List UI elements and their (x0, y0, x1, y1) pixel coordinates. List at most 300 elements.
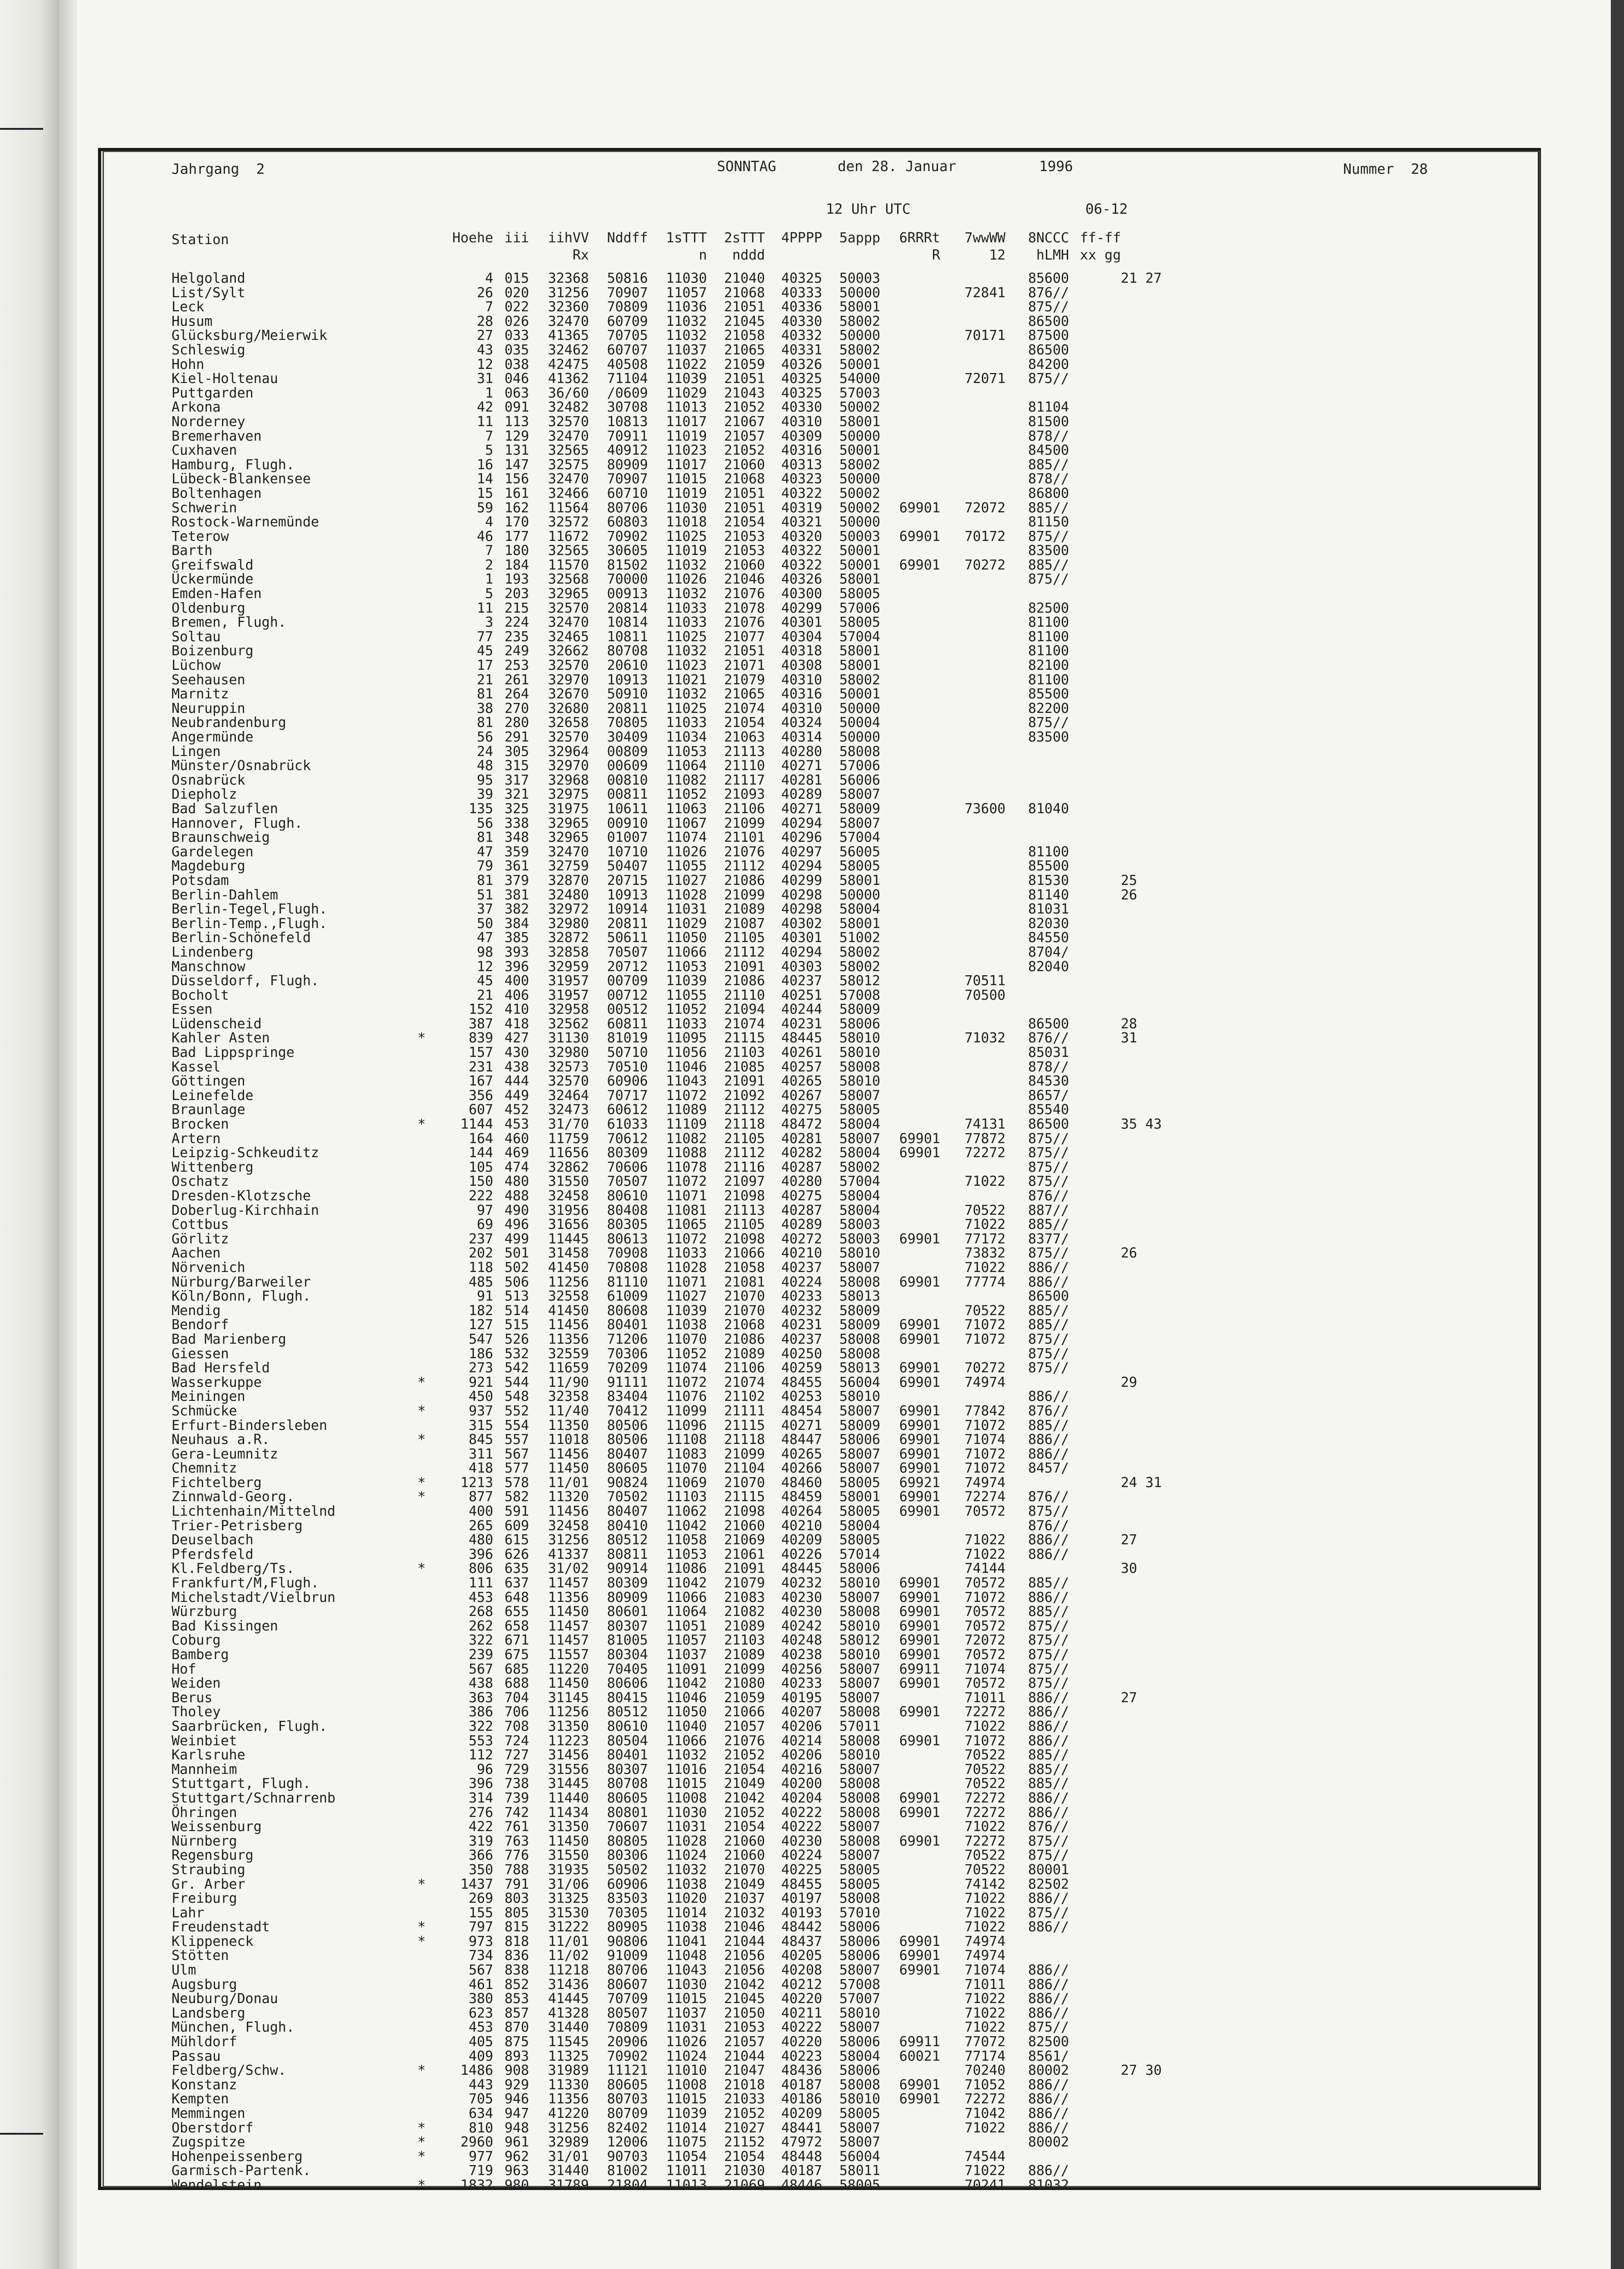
group-5appp: 58010 (839, 1245, 880, 1262)
group-2sttt: 21083 (724, 1589, 765, 1606)
station-name: Barth (172, 543, 213, 559)
group-nddff: 80408 (607, 1202, 648, 1218)
height-value: 105 (468, 1159, 493, 1175)
group-4pppp: 40301 (781, 930, 822, 946)
group-5appp: 58007 (839, 1661, 880, 1677)
group-nddff: 80309 (607, 1575, 648, 1591)
mountain-marker: * (417, 1919, 426, 1935)
group-ihvv: 11672 (548, 528, 589, 545)
group-ihvv: 11320 (548, 1489, 589, 1505)
table-row (59, 415, 1611, 429)
group-5appp: 54000 (839, 371, 880, 387)
group-nddff: 50910 (607, 686, 648, 702)
group-8nccc: 876// (1028, 1188, 1069, 1204)
gust-values: 26 (1121, 887, 1138, 903)
group-ihvv: 32570 (548, 658, 589, 674)
group-2sttt: 21074 (724, 700, 765, 717)
group-6rrrt: 69901 (899, 1460, 940, 1477)
group-5appp: 58008 (839, 1274, 880, 1290)
group-ihvv: 32470 (548, 428, 589, 444)
table-row (59, 931, 1611, 945)
group-nddff: 71206 (607, 1331, 648, 1347)
group-4pppp: 40231 (781, 1317, 822, 1333)
col-nddff: Nddff (607, 230, 648, 246)
table-row (59, 730, 1611, 745)
group-ihvv: 11256 (548, 1274, 589, 1290)
group-ihvv: 31130 (548, 1030, 589, 1046)
table-row (59, 2049, 1611, 2064)
station-name: Seehausen (172, 672, 245, 688)
station-id: 803 (504, 1891, 529, 1907)
group-1sttt: 11089 (666, 1102, 707, 1118)
group-ihvv: 31530 (548, 1905, 589, 1921)
mountain-marker: * (417, 1030, 426, 1046)
group-ihvv: 31975 (548, 801, 589, 817)
group-5appp: 58005 (839, 1532, 880, 1548)
group-7wwww: 70522 (964, 1847, 1006, 1864)
group-4pppp: 40225 (781, 1861, 822, 1878)
station-name: Doberlug-Kirchhain (172, 1202, 319, 1218)
group-4pppp: 40275 (781, 1188, 822, 1204)
group-8nccc: 875// (1028, 1145, 1069, 1161)
station-name: Braunlage (172, 1102, 245, 1118)
group-8nccc: 8561/ (1028, 2048, 1069, 2064)
group-nddff: 80610 (607, 1718, 648, 1734)
group-5appp: 58004 (839, 1188, 880, 1204)
station-name: Lindenberg (172, 944, 254, 960)
group-4pppp: 48460 (781, 1474, 822, 1491)
station-id: 609 (504, 1518, 529, 1534)
group-2sttt: 21070 (724, 1861, 765, 1878)
table-row (59, 1318, 1611, 1332)
group-7wwww: 72272 (964, 1704, 1006, 1720)
height-value: 5 (485, 442, 493, 459)
group-5appp: 58005 (839, 1876, 880, 1892)
group-8nccc: 84200 (1028, 356, 1069, 373)
group-4pppp: 40220 (781, 1991, 822, 2007)
height-value: 719 (468, 2163, 493, 2179)
group-5appp: 58004 (839, 2048, 880, 2064)
issue-date: den 28. Januar (838, 158, 957, 175)
group-6rrrt: 69901 (899, 1360, 940, 1376)
group-ihvv: 31256 (548, 2120, 589, 2136)
height-value: 112 (468, 1747, 493, 1763)
group-1sttt: 11070 (666, 1331, 707, 1347)
group-2sttt: 21099 (724, 1661, 765, 1677)
table-row (59, 1476, 1611, 1490)
col-8nccc (1012, 231, 1069, 262)
station-id: 506 (504, 1274, 529, 1290)
group-7wwww: 71074 (964, 1432, 1006, 1448)
group-ihvv: 31256 (548, 285, 589, 301)
group-7wwww: 74974 (964, 1948, 1006, 1964)
table-row (59, 945, 1611, 960)
group-ihvv: 11220 (548, 1661, 589, 1677)
height-value: 1213 (460, 1474, 493, 1491)
group-2sttt: 21040 (724, 270, 765, 286)
group-nddff: 80309 (607, 1145, 648, 1161)
group-7wwww: 77872 (964, 1130, 1006, 1147)
group-7wwww: 70272 (964, 557, 1006, 573)
group-1sttt: 11032 (666, 1747, 707, 1763)
group-2sttt: 21115 (724, 1030, 765, 1046)
group-1sttt: 11055 (666, 987, 707, 1003)
table-row (59, 515, 1611, 530)
station-id: 514 (504, 1302, 529, 1319)
group-4pppp: 40323 (781, 471, 822, 487)
table-row (59, 558, 1611, 573)
group-nddff: 20811 (607, 915, 648, 932)
group-4pppp: 40242 (781, 1618, 822, 1634)
station-name: Aachen (172, 1245, 221, 1262)
group-1sttt: 11076 (666, 1389, 707, 1405)
group-nddff: 82402 (607, 2120, 648, 2136)
station-id: 430 (504, 1045, 529, 1061)
table-row (59, 2135, 1611, 2150)
station-name: Köln/Bonn, Flugh. (172, 1288, 311, 1305)
table-row (59, 673, 1611, 688)
station-name: Bad Lippspringe (172, 1045, 294, 1061)
group-4pppp: 40197 (781, 1891, 822, 1907)
group-4pppp: 40310 (781, 672, 822, 688)
table-row (59, 773, 1611, 788)
table-row (59, 917, 1611, 931)
document-page (59, 0, 1611, 2269)
station-name: Kl.Feldberg/Ts. (172, 1561, 294, 1577)
group-5appp: 58008 (839, 1733, 880, 1749)
group-nddff: 60709 (607, 313, 648, 329)
group-4pppp: 40224 (781, 1274, 822, 1290)
station-name: Bocholt (172, 987, 229, 1003)
group-4pppp: 40330 (781, 313, 822, 329)
group-ihvv: 11457 (548, 1618, 589, 1634)
group-1sttt: 11075 (666, 2134, 707, 2151)
group-4pppp: 40318 (781, 643, 822, 659)
group-5appp: 58005 (839, 1861, 880, 1878)
station-name: Wendelstein (172, 2177, 262, 2193)
group-5appp: 58001 (839, 872, 880, 889)
station-name: Freiburg (172, 1891, 237, 1907)
station-name: Giessen (172, 1346, 229, 1362)
gust-values: 30 (1121, 1561, 1138, 1577)
group-6rrrt: 69901 (899, 557, 940, 573)
table-row (59, 859, 1611, 874)
group-ihvv: 32870 (548, 872, 589, 889)
group-ihvv: 32964 (548, 743, 589, 760)
group-4pppp: 40206 (781, 1718, 822, 1734)
group-2sttt: 21076 (724, 844, 765, 860)
group-5appp: 58002 (839, 457, 880, 473)
group-8nccc: 86500 (1028, 1016, 1069, 1032)
height-value: 144 (468, 1145, 493, 1161)
station-id: 147 (504, 457, 529, 473)
group-5appp: 57003 (839, 385, 880, 401)
group-ihvv: 31350 (548, 1718, 589, 1734)
group-ihvv: 41450 (548, 1259, 589, 1276)
group-4pppp: 40224 (781, 1847, 822, 1864)
col-5appp: 5appp (839, 230, 880, 246)
group-4pppp: 48459 (781, 1489, 822, 1505)
gust-values: 25 (1121, 872, 1138, 889)
station-id: 325 (504, 801, 529, 817)
group-1sttt: 11072 (666, 1231, 707, 1247)
station-name: Neubrandenburg (172, 715, 286, 731)
group-nddff: 10913 (607, 887, 648, 903)
group-4pppp: 40257 (781, 1059, 822, 1075)
group-2sttt: 21080 (724, 1675, 765, 1692)
station-name: Kiel-Holtenau (172, 371, 278, 387)
group-nddff: 30708 (607, 399, 648, 416)
group-1sttt: 11099 (666, 1403, 707, 1419)
group-nddff: 81005 (607, 1632, 648, 1649)
group-4pppp: 40193 (781, 1905, 822, 1921)
group-1sttt: 11027 (666, 872, 707, 889)
group-7wwww: 70522 (964, 1776, 1006, 1792)
group-ihvv: 32573 (548, 1059, 589, 1075)
group-8nccc: 875// (1028, 1647, 1069, 1663)
group-5appp: 58010 (839, 1389, 880, 1405)
height-value: 547 (468, 1331, 493, 1347)
group-4pppp: 40314 (781, 729, 822, 745)
group-7wwww: 71022 (964, 2120, 1006, 2136)
group-8nccc: 81530 (1028, 872, 1069, 889)
group-nddff: 81502 (607, 557, 648, 573)
group-5appp: 58010 (839, 1575, 880, 1591)
group-4pppp: 40187 (781, 2077, 822, 2093)
group-2sttt: 21099 (724, 1446, 765, 1462)
group-ihvv: 31956 (548, 1202, 589, 1218)
group-7wwww: 70172 (964, 528, 1006, 545)
group-1sttt: 11039 (666, 2106, 707, 2122)
group-1sttt: 11018 (666, 514, 707, 530)
group-7wwww: 71072 (964, 1317, 1006, 1333)
station-name: Gardelegen (172, 844, 254, 860)
station-name: Bad Marienberg (172, 1331, 286, 1347)
station-id: 738 (504, 1776, 529, 1792)
height-value: 322 (468, 1718, 493, 1734)
group-4pppp: 40244 (781, 1002, 822, 1018)
group-ihvv: 11450 (548, 1604, 589, 1620)
group-8nccc: 80001 (1028, 1861, 1069, 1878)
group-4pppp: 40281 (781, 772, 822, 788)
table-row (59, 372, 1611, 386)
group-4pppp: 48447 (781, 1432, 822, 1448)
group-1sttt: 11033 (666, 1245, 707, 1262)
group-2sttt: 21105 (724, 1217, 765, 1233)
table-row (59, 658, 1611, 673)
station-id: 853 (504, 1991, 529, 2007)
group-8nccc: 84500 (1028, 442, 1069, 459)
gust-values: 29 (1121, 1374, 1138, 1390)
group-1sttt: 11096 (666, 1417, 707, 1434)
station-name: Greifswald (172, 557, 254, 573)
table-row (59, 1275, 1611, 1290)
group-2sttt: 21067 (724, 413, 765, 430)
station-id: 460 (504, 1130, 529, 1147)
station-name: Bamberg (172, 1647, 229, 1663)
group-4pppp: 40220 (781, 2034, 822, 2050)
group-1sttt: 11026 (666, 2034, 707, 2050)
group-ihvv: 32572 (548, 514, 589, 530)
group-4pppp: 40322 (781, 485, 822, 501)
group-2sttt: 21086 (724, 973, 765, 989)
table-row (59, 874, 1611, 888)
group-7wwww: 70572 (964, 1503, 1006, 1520)
station-name: Bad Hersfeld (172, 1360, 270, 1376)
group-5appp: 56005 (839, 844, 880, 860)
group-4pppp: 40294 (781, 858, 822, 874)
station-name: Boizenburg (172, 643, 254, 659)
group-7wwww: 71022 (964, 2163, 1006, 2179)
table-row (59, 702, 1611, 716)
group-ihvv: 31/70 (548, 1116, 589, 1133)
height-value: 46 (476, 528, 493, 545)
station-id: 261 (504, 672, 529, 688)
group-ihvv: 32470 (548, 471, 589, 487)
group-8nccc: 81150 (1028, 514, 1069, 530)
group-nddff: 80607 (607, 1976, 648, 1993)
group-2sttt: 21042 (724, 1790, 765, 1806)
station-name: Berlin-Temp.,Flugh. (172, 915, 328, 932)
group-1sttt: 11081 (666, 1202, 707, 1218)
group-1sttt: 11033 (666, 715, 707, 731)
group-nddff: 70405 (607, 1661, 648, 1677)
group-1sttt: 11031 (666, 901, 707, 918)
station-id: 438 (504, 1059, 529, 1075)
height-value: 269 (468, 1891, 493, 1907)
group-ihvv: 32965 (548, 586, 589, 602)
station-id: 427 (504, 1030, 529, 1046)
group-5appp: 58001 (839, 915, 880, 932)
group-2sttt: 21060 (724, 557, 765, 573)
station-name: Augsburg (172, 1976, 237, 1993)
table-row (59, 2178, 1611, 2193)
station-name: Bremerhaven (172, 428, 262, 444)
group-4pppp: 40206 (781, 1747, 822, 1763)
group-8nccc: 886// (1028, 2163, 1069, 2179)
table-row (59, 458, 1611, 472)
group-ihvv: 11/40 (548, 1403, 589, 1419)
group-nddff: 60906 (607, 1876, 648, 1892)
group-1sttt: 11024 (666, 2048, 707, 2064)
height-value: 38 (476, 700, 493, 717)
group-5appp: 50001 (839, 557, 880, 573)
group-8nccc: 86500 (1028, 313, 1069, 329)
station-id: 156 (504, 471, 529, 487)
mountain-marker: * (417, 2063, 426, 2079)
group-4pppp: 40265 (781, 1073, 822, 1090)
group-8nccc: 85500 (1028, 686, 1069, 702)
col-hoehe: Hoehe (452, 230, 493, 246)
height-value: 1 (485, 385, 493, 401)
group-2sttt: 21065 (724, 342, 765, 358)
group-4pppp: 40287 (781, 1159, 822, 1175)
table-row (59, 2006, 1611, 2021)
table-row (59, 343, 1611, 358)
group-ihvv: 11356 (548, 1589, 589, 1606)
group-6rrrt: 69901 (899, 500, 940, 516)
station-id: 162 (504, 500, 529, 516)
group-4pppp: 40287 (781, 1202, 822, 1218)
group-5appp: 58005 (839, 858, 880, 874)
group-5appp: 58006 (839, 1432, 880, 1448)
station-id: 655 (504, 1604, 529, 1620)
table-row (59, 1633, 1611, 1648)
group-7wwww: 70572 (964, 1575, 1006, 1591)
group-6rrrt: 69901 (899, 1489, 940, 1505)
group-ihvv: 31/01 (548, 2148, 589, 2165)
group-1sttt: 11036 (666, 299, 707, 315)
table-row (59, 2035, 1611, 2049)
table-row (59, 400, 1611, 415)
group-1sttt: 11062 (666, 1503, 707, 1520)
station-id: 215 (504, 600, 529, 616)
station-name: Fichtelberg (172, 1474, 262, 1491)
station-id: 577 (504, 1460, 529, 1477)
group-8nccc: 85500 (1028, 858, 1069, 874)
station-id: 161 (504, 485, 529, 501)
group-2sttt: 21082 (724, 1604, 765, 1620)
group-8nccc: 875// (1028, 371, 1069, 387)
height-value: 237 (468, 1231, 493, 1247)
station-id: 488 (504, 1188, 529, 1204)
group-2sttt: 21054 (724, 514, 765, 530)
group-ihvv: 11450 (548, 1675, 589, 1692)
table-row (59, 759, 1611, 773)
issue-number: Nummer 28 (1343, 161, 1428, 177)
group-1sttt: 11082 (666, 772, 707, 788)
station-name: Konstanz (172, 2077, 237, 2093)
group-ihvv: 32462 (548, 342, 589, 358)
group-7wwww: 72274 (964, 1489, 1006, 1505)
group-8nccc: 875// (1028, 1661, 1069, 1677)
group-2sttt: 21110 (724, 758, 765, 774)
group-2sttt: 21054 (724, 1761, 765, 1778)
group-2sttt: 21057 (724, 2034, 765, 2050)
group-1sttt: 11043 (666, 1073, 707, 1090)
group-2sttt: 21053 (724, 2019, 765, 2036)
group-7wwww: 72072 (964, 1632, 1006, 1649)
group-7wwww: 71042 (964, 2106, 1006, 2122)
group-nddff: 70606 (607, 1159, 648, 1175)
table-row (59, 2063, 1611, 2078)
group-2sttt: 21112 (724, 944, 765, 960)
group-nddff: 70507 (607, 944, 648, 960)
table-row (59, 1232, 1611, 1247)
mountain-marker: * (417, 1432, 426, 1448)
station-id: 359 (504, 844, 529, 860)
group-1sttt: 11038 (666, 1919, 707, 1935)
group-8nccc: 81140 (1028, 887, 1069, 903)
group-1sttt: 11064 (666, 1604, 707, 1620)
group-1sttt: 11015 (666, 1776, 707, 1792)
group-2sttt: 21027 (724, 2120, 765, 2136)
group-2sttt: 21057 (724, 1718, 765, 1734)
station-name: Schmücke (172, 1403, 237, 1419)
height-value: 16 (476, 457, 493, 473)
height-value: 56 (476, 729, 493, 745)
group-2sttt: 21077 (724, 629, 765, 645)
table-row (59, 1777, 1611, 1791)
group-5appp: 58012 (839, 973, 880, 989)
group-1sttt: 11056 (666, 1045, 707, 1061)
group-2sttt: 21098 (724, 1188, 765, 1204)
group-4pppp: 40264 (781, 1503, 822, 1520)
station-name: Feldberg/Schw. (172, 2063, 286, 2079)
group-5appp: 58012 (839, 1632, 880, 1649)
group-4pppp: 40230 (781, 1604, 822, 1620)
group-2sttt: 21051 (724, 299, 765, 315)
